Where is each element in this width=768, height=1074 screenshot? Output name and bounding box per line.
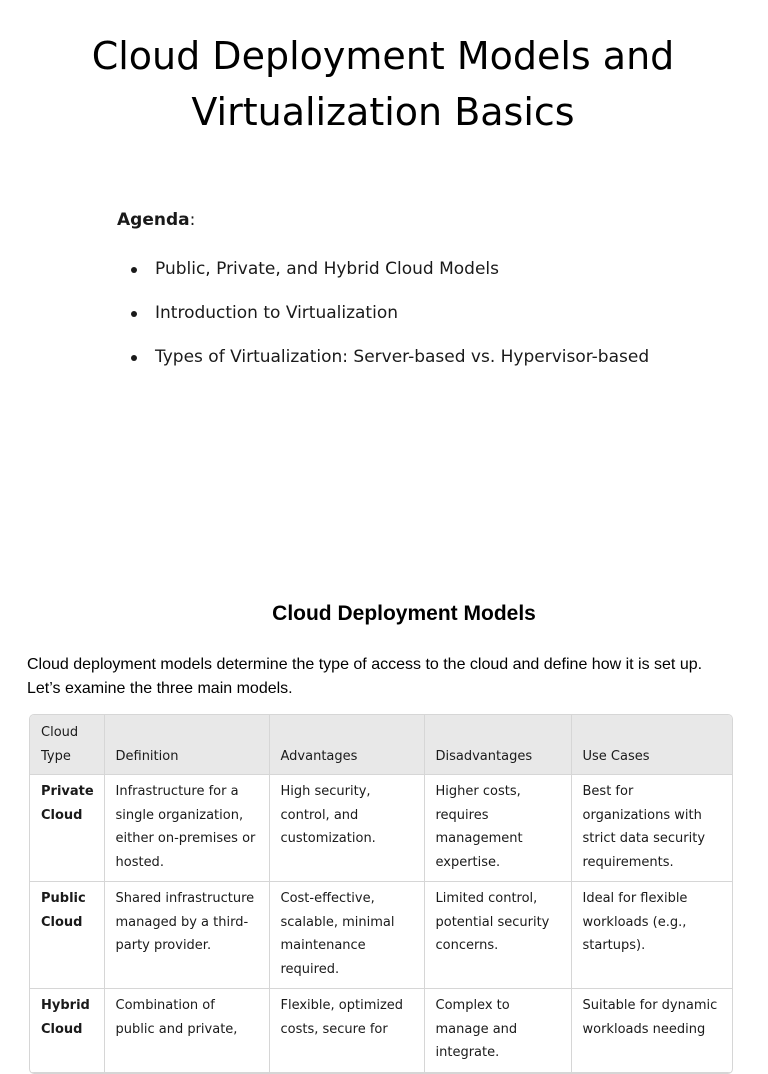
agenda-label: Agenda	[117, 210, 190, 230]
cell-cloud-type: Hybrid Cloud	[30, 989, 104, 1073]
agenda-list	[117, 254, 737, 386]
cell-disadvantages: Higher costs, requires management expertise.	[424, 775, 571, 882]
cell-disadvantages: Limited control, potential security concerns.	[424, 882, 571, 989]
cell-use-cases: Ideal for flexible workloads (e.g., startups).	[571, 882, 732, 989]
agenda-item: Public, Private, and Hybrid Cloud Models	[117, 254, 737, 298]
column-header-use-cases: Use Cases	[571, 715, 732, 775]
agenda-heading	[117, 206, 737, 234]
agenda-item: Types of Virtualization: Server-based vs. Hypervisor-based	[117, 342, 737, 386]
page-title	[0, 28, 766, 140]
cell-definition: Combination of public and private,	[104, 989, 269, 1073]
table-row	[30, 882, 732, 989]
cell-advantages: Flexible, optimized costs, secure for	[269, 989, 424, 1073]
cell-use-cases: Suitable for dynamic workloads needing	[571, 989, 732, 1073]
cell-advantages: Cost-effective, scalable, minimal maintenance required.	[269, 882, 424, 989]
cell-cloud-type: Private Cloud	[30, 775, 104, 882]
page-title-line-1: Cloud Deployment Models and	[91, 34, 675, 78]
table-row	[30, 775, 732, 882]
column-header-advantages: Advantages	[269, 715, 424, 775]
column-header-cloud-type: Cloud Type	[30, 715, 104, 775]
column-header-definition: Definition	[104, 715, 269, 775]
cell-definition: Infrastructure for a single organization, either on-premises or hosted.	[104, 775, 269, 882]
cell-disadvantages: Complex to manage and integrate.	[424, 989, 571, 1073]
column-header-disadvantages: Disadvantages	[424, 715, 571, 775]
section-heading: Cloud Deployment Models	[272, 602, 536, 625]
agenda-colon: :	[189, 210, 196, 230]
table-header-row	[30, 715, 732, 775]
section-intro: Cloud deployment models determine the type of access to the cloud and define how it is set up. Let’s examine the three main models.	[27, 656, 703, 697]
agenda-section	[117, 206, 737, 386]
table-row	[30, 989, 732, 1073]
cell-use-cases: Best for organizations with strict data security requirements.	[571, 775, 732, 882]
cell-cloud-type: Public Cloud	[30, 882, 104, 989]
cell-definition: Shared infrastructure managed by a third-party provider.	[104, 882, 269, 989]
agenda-item: Introduction to Virtualization	[117, 298, 737, 342]
page-title-line-2: Virtualization Basics	[191, 90, 575, 134]
cell-advantages: High security, control, and customization.	[269, 775, 424, 882]
cloud-models-table	[29, 714, 733, 1074]
